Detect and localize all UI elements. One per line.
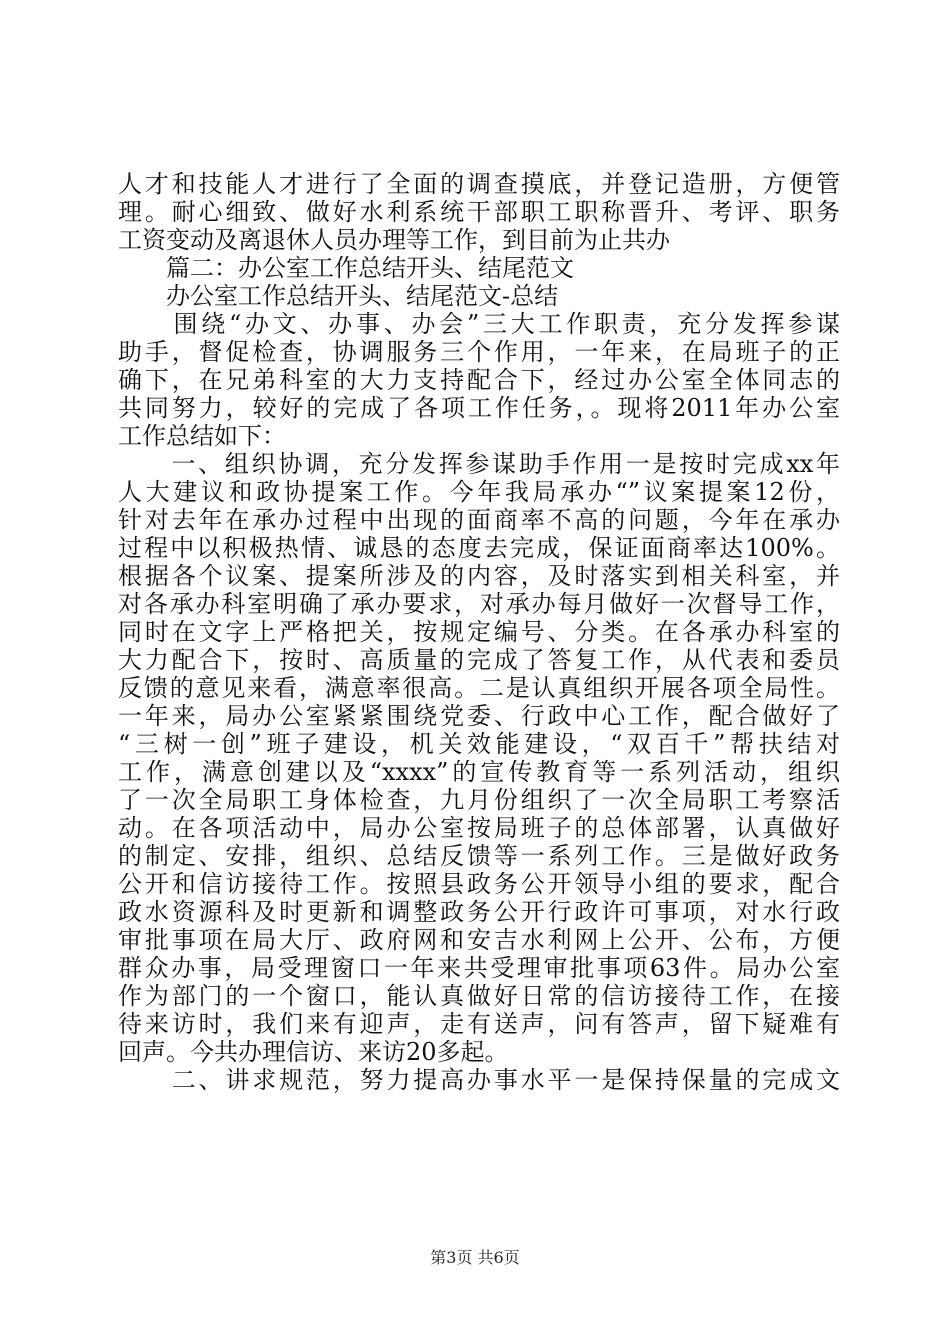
text-line: 助手，督促检查，协调服务三个作用，一年来，在局班子的正 — [118, 338, 840, 366]
text-line: 过程中以积极热情、诚恳的态度去完成，保证面商率达100%。 — [118, 534, 840, 562]
page-footer: 第3页 共6页 — [430, 1248, 520, 1267]
text-line: “三树一创”班子建设，机关效能建设，“双百千”帮扶结对 — [118, 730, 840, 758]
text-line: 审批事项在局大厅、政府网和安吉水利网上公开、公布，方便 — [118, 926, 840, 954]
text-line: 确下，在兄弟科室的大力支持配合下，经过办公室全体同志的 — [118, 366, 840, 394]
text-line: 群众办事，局受理窗口一年来共受理审批事项63件。局办公室 — [118, 954, 840, 982]
text-line: 回声。今共办理信访、来访20多起。 — [118, 1038, 509, 1066]
text-line: 工作总结如下： — [118, 422, 286, 450]
text-line: 对各承办科室明确了承办要求，对承办每月做好一次督导工作， — [118, 590, 840, 618]
text-line: 工资变动及离退休人员办理等工作，到目前为止共办 — [118, 226, 670, 254]
text-line: 公开和信访接待工作。按照县政务公开领导小组的要求，配合 — [118, 870, 840, 898]
text-line: 人大建议和政协提案工作。今年我局承办“”议案提案12份， — [118, 478, 840, 506]
text-line: 二、讲求规范，努力提高办事水平一是保持保量的完成文 — [118, 1066, 840, 1094]
text-line: 篇二：办公室工作总结开头、结尾范文 — [118, 254, 574, 282]
document-body — [118, 170, 840, 1094]
text-line: 了一次全局职工身体检查，九月份组织了一次全局职工考察活 — [118, 786, 840, 814]
text-line: 根据各个议案、提案所涉及的内容，及时落实到相关科室，并 — [118, 562, 840, 590]
text-line: 人才和技能人才进行了全面的调查摸底，并登记造册，方便管 — [118, 170, 840, 198]
text-line: 的制定、安排，组织、总结反馈等一系列工作。三是做好政务 — [118, 842, 840, 870]
text-line: 理。耐心细致、做好水利系统干部职工职称晋升、考评、职务 — [118, 198, 840, 226]
text-line: 共同努力，较好的完成了各项工作任务，。现将2011年办公室 — [118, 394, 840, 422]
text-line: 针对去年在承办过程中出现的面商率不高的问题，今年在承办 — [118, 506, 840, 534]
text-line: 一年来，局办公室紧紧围绕党委、行政中心工作，配合做好了 — [118, 702, 840, 730]
text-line: 作为部门的一个窗口，能认真做好日常的信访接待工作，在接 — [118, 982, 840, 1010]
text-line: 围绕“办文、办事、办会”三大工作职责，充分发挥参谋 — [118, 310, 840, 338]
text-line: 反馈的意见来看，满意率很高。二是认真组织开展各项全局性。 — [118, 674, 840, 702]
text-line: 工作，满意创建以及“xxxx”的宣传教育等一系列活动，组织 — [118, 758, 840, 786]
text-line: 同时在文字上严格把关，按规定编号、分类。在各承办科室的 — [118, 618, 840, 646]
text-line: 待来访时，我们来有迎声，走有送声，问有答声，留下疑难有 — [118, 1010, 840, 1038]
text-line: 动。在各项活动中，局办公室按局班子的总体部署，认真做好 — [118, 814, 840, 842]
text-line: 政水资源科及时更新和调整政务公开行政许可事项，对水行政 — [118, 898, 840, 926]
text-line: 大力配合下，按时、高质量的完成了答复工作，从代表和委员 — [118, 646, 840, 674]
text-line: 办公室工作总结开头、结尾范文-总结 — [118, 282, 559, 310]
text-line: 一、组织协调，充分发挥参谋助手作用一是按时完成xx年 — [118, 450, 840, 478]
